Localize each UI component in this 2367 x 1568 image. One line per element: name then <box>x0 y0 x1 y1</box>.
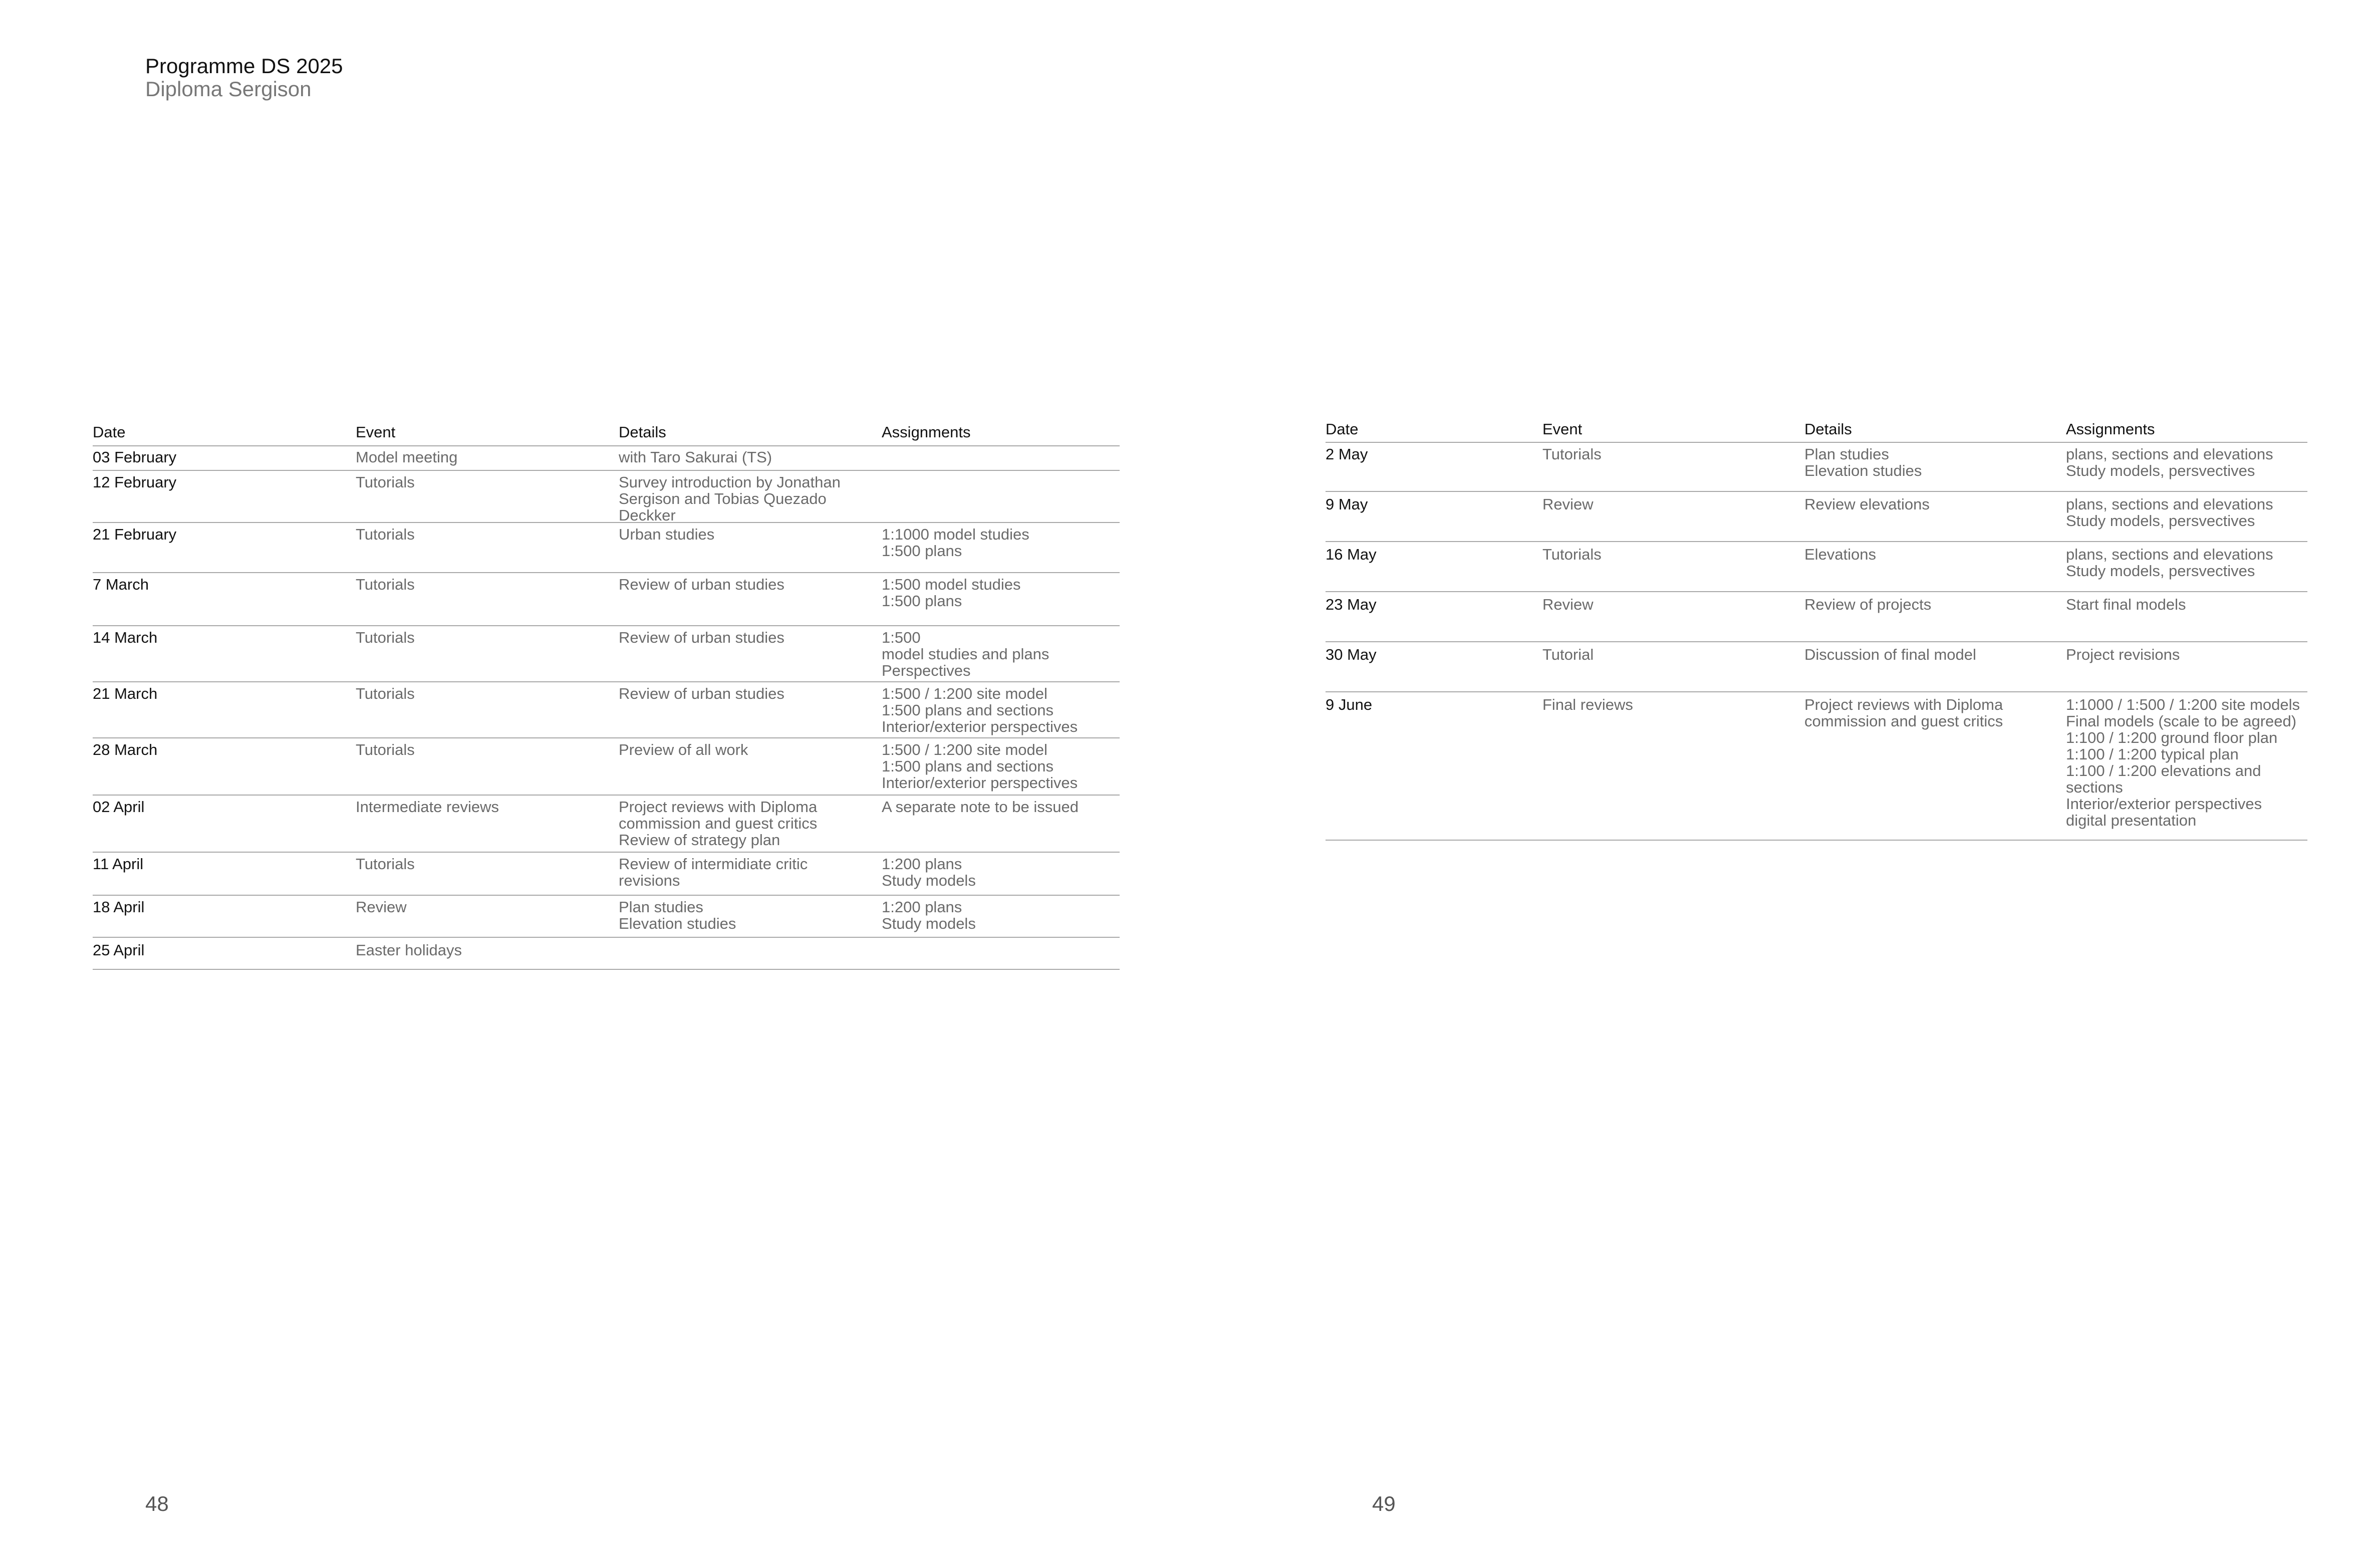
row-assignment-line: 1:200 plans <box>882 855 962 873</box>
row-details-line: Project reviews with Diploma <box>619 798 818 816</box>
col-header-date: Date <box>93 423 126 441</box>
col-header-assignments: Assignments <box>2066 420 2155 438</box>
row-assignment-line: sections <box>2066 778 2123 796</box>
row-date: 23 May <box>1326 596 1377 613</box>
row-assignment-line: Study models <box>882 915 976 932</box>
row-details-line: commission and guest critics <box>619 815 818 832</box>
col-header-date: Date <box>1326 420 1359 438</box>
row-date: 12 February <box>93 473 177 491</box>
row-assignment-line: model studies and plans <box>882 645 1049 663</box>
row-details-line: Discussion of final model <box>1804 646 1976 663</box>
row-event: Tutorials <box>356 576 415 593</box>
row-event: Tutorial <box>1542 646 1594 663</box>
row-details-line: Review elevations <box>1804 495 1930 513</box>
row-assignment-line: Start final models <box>2066 596 2186 613</box>
row-date: 21 February <box>93 526 177 543</box>
programme-subtitle: Diploma Sergison <box>145 77 312 101</box>
row-rule <box>1326 641 2307 642</box>
row-event: Tutorials <box>356 685 415 702</box>
row-details-line: Elevations <box>1804 546 1877 563</box>
row-date: 16 May <box>1326 546 1377 563</box>
page-number: 48 <box>145 1492 169 1515</box>
row-event: Tutorials <box>356 741 415 758</box>
row-details-line: Plan studies <box>1804 445 1889 463</box>
row-details-line: Elevation studies <box>1804 462 1922 479</box>
row-assignment-line: 1:500 model studies <box>882 576 1021 593</box>
row-assignment-line: Final models (scale to be agreed) <box>2066 712 2297 730</box>
row-date: 25 April <box>93 941 145 959</box>
row-details-line: Preview of all work <box>619 741 748 758</box>
programme-title: Programme DS 2025 <box>145 54 343 78</box>
row-date: 9 May <box>1326 495 1368 513</box>
row-rule <box>93 737 1120 738</box>
header-rule <box>93 445 1120 446</box>
row-assignment-line: Study models, persvectives <box>2066 512 2255 530</box>
row-event: Tutorials <box>1542 445 1602 463</box>
row-date: 02 April <box>93 798 145 816</box>
row-assignment-line: 1:100 / 1:200 ground floor plan <box>2066 729 2278 746</box>
row-event: Intermediate reviews <box>356 798 499 816</box>
row-details-line: Project reviews with Diploma <box>1804 696 2003 713</box>
row-rule <box>93 895 1120 896</box>
page-number: 49 <box>1372 1492 1396 1515</box>
row-rule <box>93 522 1120 523</box>
row-rule <box>93 795 1120 796</box>
row-event: Tutorials <box>356 629 415 646</box>
row-assignment-line: 1:500 plans and sections <box>882 701 1054 719</box>
row-rule <box>93 681 1120 682</box>
row-rule <box>93 937 1120 938</box>
row-assignment-line: A separate note to be issued <box>882 798 1079 816</box>
row-details-line: Elevation studies <box>619 915 736 932</box>
row-assignment-line: 1:500 plans <box>882 592 962 610</box>
row-assignment-line: 1:500 plans <box>882 542 962 560</box>
row-rule <box>93 625 1120 626</box>
row-date: 03 February <box>93 448 177 466</box>
row-event: Review <box>1542 495 1594 513</box>
row-assignment-line: Study models, persvectives <box>2066 462 2255 479</box>
right-page <box>1184 0 2367 1568</box>
row-rule <box>1326 591 2307 592</box>
row-assignment-line: plans, sections and elevations <box>2066 445 2273 463</box>
row-event: Tutorials <box>356 473 415 491</box>
row-date: 7 March <box>93 576 149 593</box>
row-date: 28 March <box>93 741 158 758</box>
row-rule <box>1326 691 2307 692</box>
header-rule <box>1326 442 2307 443</box>
row-date: 9 June <box>1326 696 1373 713</box>
row-assignment-line: digital presentation <box>2066 812 2197 829</box>
row-event: Model meeting <box>356 448 458 466</box>
row-date: 30 May <box>1326 646 1377 663</box>
left-page <box>0 0 1183 1568</box>
row-event: Easter holidays <box>356 941 462 959</box>
row-assignment-line: 1:500 <box>882 629 921 646</box>
row-rule <box>1326 541 2307 542</box>
row-details-line: Deckker <box>619 506 676 524</box>
row-assignment-line: plans, sections and elevations <box>2066 495 2273 513</box>
row-rule <box>93 969 1120 970</box>
col-header-details: Details <box>1804 420 1852 438</box>
row-assignment-line: Interior/exterior perspectives <box>882 774 1078 792</box>
row-assignment-line: Interior/exterior perspectives <box>2066 795 2262 813</box>
row-assignment-line: 1:1000 model studies <box>882 526 1029 543</box>
row-rule <box>93 572 1120 573</box>
row-date: 11 April <box>93 855 144 873</box>
row-assignment-line: 1:500 / 1:200 site model <box>882 741 1047 758</box>
col-header-details: Details <box>619 423 666 441</box>
row-details-line: Sergison and Tobias Quezado <box>619 490 827 507</box>
row-assignment-line: Study models, persvectives <box>2066 562 2255 580</box>
col-header-assignments: Assignments <box>882 423 971 441</box>
row-event: Review <box>356 898 407 916</box>
row-event: Final reviews <box>1542 696 1633 713</box>
row-details-line: Review of strategy plan <box>619 831 780 849</box>
row-rule <box>1326 840 2307 841</box>
row-rule <box>1326 491 2307 492</box>
row-assignment-line: 1:1000 / 1:500 / 1:200 site models <box>2066 696 2300 713</box>
row-rule <box>93 470 1120 471</box>
row-assignment-line: plans, sections and elevations <box>2066 546 2273 563</box>
row-event: Review <box>1542 596 1594 613</box>
row-assignment-line: Perspectives <box>882 662 971 679</box>
row-assignment-line: 1:500 / 1:200 site model <box>882 685 1047 702</box>
row-details-line: Survey introduction by Jonathan <box>619 473 841 491</box>
row-date: 21 March <box>93 685 158 702</box>
col-header-event: Event <box>356 423 396 441</box>
row-date: 18 April <box>93 898 145 916</box>
row-details-line: Review of urban studies <box>619 629 784 646</box>
col-header-event: Event <box>1542 420 1583 438</box>
row-details-line: Review of projects <box>1804 596 1932 613</box>
row-assignment-line: Project revisions <box>2066 646 2180 663</box>
row-date: 14 March <box>93 629 158 646</box>
row-details-line: Urban studies <box>619 526 715 543</box>
row-details-line: Review of intermidiate critic <box>619 855 808 873</box>
row-assignment-line: 1:200 plans <box>882 898 962 916</box>
row-assignment-line: Study models <box>882 872 976 889</box>
row-assignment-line: 1:100 / 1:200 typical plan <box>2066 745 2239 763</box>
row-date: 2 May <box>1326 445 1368 463</box>
row-event: Tutorials <box>1542 546 1602 563</box>
row-assignment-line: Interior/exterior perspectives <box>882 718 1078 735</box>
row-details-line: Review of urban studies <box>619 576 784 593</box>
row-event: Tutorials <box>356 855 415 873</box>
row-details-line: Plan studies <box>619 898 703 916</box>
row-details-line: with Taro Sakurai (TS) <box>619 448 772 466</box>
row-event: Tutorials <box>356 526 415 543</box>
row-details-line: commission and guest critics <box>1804 712 2003 730</box>
row-details-line: Review of urban studies <box>619 685 784 702</box>
row-assignment-line: 1:100 / 1:200 elevations and <box>2066 762 2261 779</box>
row-assignment-line: 1:500 plans and sections <box>882 757 1054 775</box>
row-details-line: revisions <box>619 872 680 889</box>
row-rule <box>93 852 1120 853</box>
